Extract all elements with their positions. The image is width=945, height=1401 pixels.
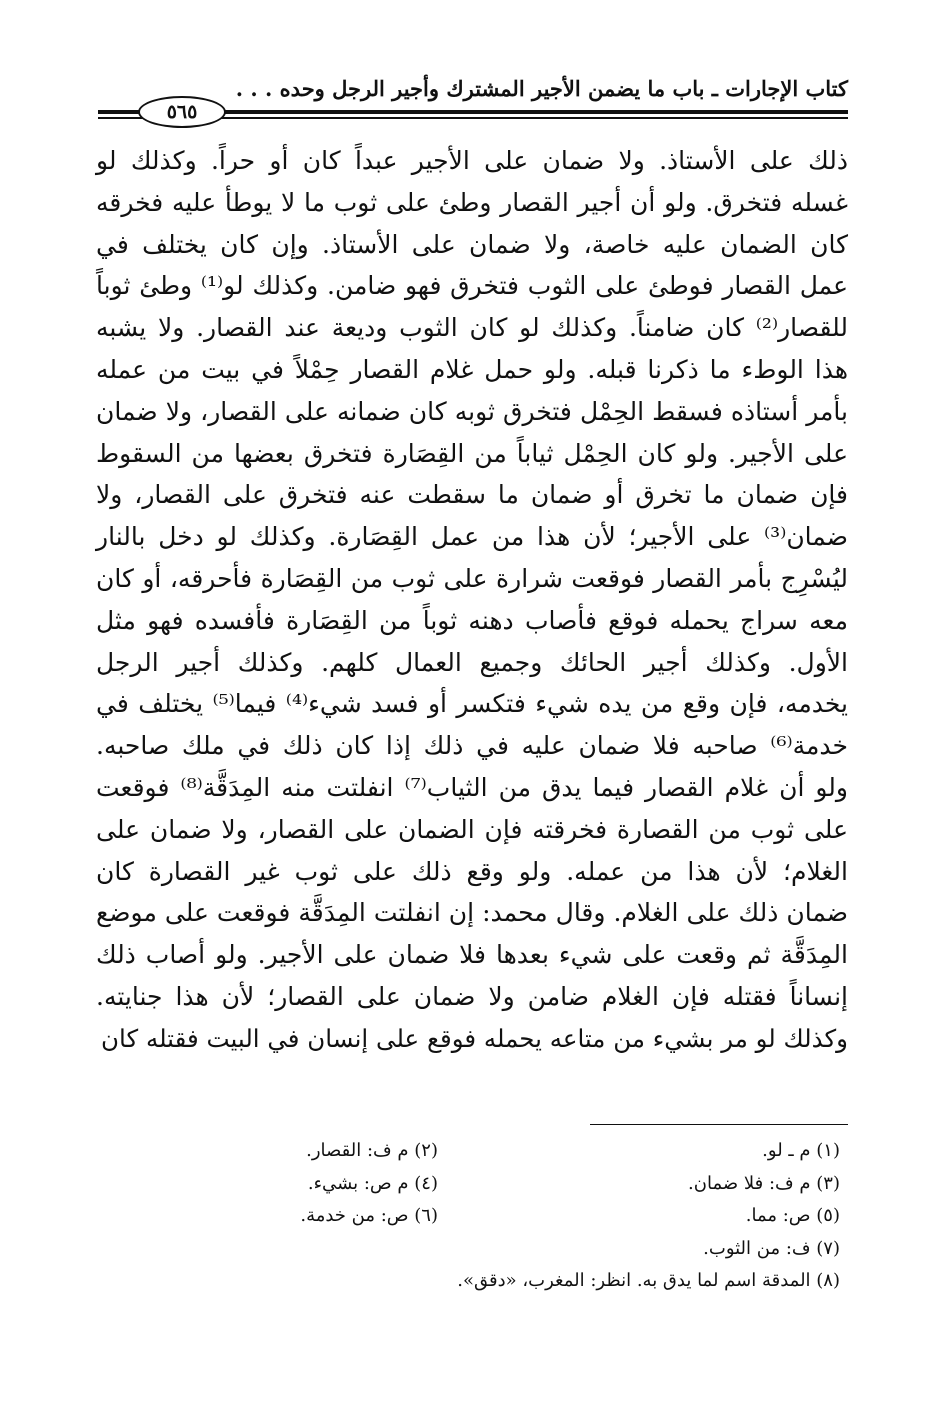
footnote-row [96, 1200, 848, 1233]
body-line: على الأجير. ولو كان الحِمْل ثياباً من القِصَارة فتخرق بعضها من السقوط [96, 438, 848, 468]
footnote-row [96, 1168, 848, 1201]
body-line: هذا الوطء ما ذكرنا قبله. ولو حمل غلام القصار حِمْلاً في بيت من عمله [96, 354, 848, 384]
body-line: ضمان⁽³⁾ على الأجير؛ لأن هذا من عمل القِصَارة. وكذلك لو دخل بالنار [96, 522, 848, 552]
running-title: كتاب الإجارات ـ باب ما يضمن الأجير المشترك وأجير الرجل وحده . . . [235, 76, 848, 101]
body-line: فإن ضمان ما تخرق أو ضمان ما سقطت عنه فتخرق على القصار، ولا [96, 480, 848, 510]
body-line: كان الضمان عليه خاصة، ولا ضمان على الأستاذ. وإن كان يختلف في [96, 229, 848, 259]
body-line: المِدَقَّة ثم وقعت على شيء بعدها فلا ضمان على الأجير. ولو أصاب ذلك [96, 940, 848, 970]
body-line: وكذلك لو مر بشيء من متاعه يحمله فوقع على إنسان في البيت فقتله كان [101, 1023, 848, 1053]
body-line: غسله فتخرق. ولو أن أجير القصار وطئ على ثوب ما لا يوطأ عليه فخرقه [96, 187, 848, 217]
body-line: الغلام؛ لأن هذا من عمله. ولو وقع ذلك على ثوب غير القصارة كان [96, 856, 848, 886]
page-header [98, 76, 848, 128]
body-line: إنساناً فقتله فإن الغلام ضامن ولا ضمان على القصار؛ لأن هذا جنايته. [96, 981, 848, 1011]
footnote: (١) م ـ لو. [762, 1140, 840, 1161]
footnote-separator [590, 1124, 848, 1125]
body-line: معه سراج يحمله فوقع فأصاب دهنه ثوباً من القِصَارة فأفسده فهو مثل [96, 605, 848, 635]
body-line: ليُسْرِج بأمر القصار فوقعت شرارة على ثوب من القِصَارة فأحرقه، أو كان [96, 563, 848, 593]
body-line: خدمة⁽⁶⁾ صاحبه فلا ضمان عليه في ذلك إذا كان ذلك في ملك صاحبه. [96, 731, 848, 761]
body-line: للقصار⁽²⁾ كان ضامناً. وكذلك لو كان الثوب وديعة عند القصار. ولا يشبه [96, 313, 848, 343]
body-line: ذلك على الأستاذ. ولا ضمان على الأجير عبداً كان أو حراً. وكذلك لو [96, 146, 848, 175]
body-text [96, 140, 848, 1060]
footnote: (٤) م ص: بشيء. [307, 1172, 438, 1194]
body-line: على ثوب من القصارة فخرقته فإن الضمان على القصار، ولا ضمان على [96, 814, 848, 844]
footnote: (٧) ف: من الثوب. [703, 1237, 840, 1259]
body-line: عمل القصار فوطئ على الثوب فتخرق فهو ضامن. وكذلك لو⁽¹⁾ وطئ ثوباً [96, 271, 848, 301]
footnote: (٢) م ف: القصار. [306, 1140, 438, 1161]
footnote-row [96, 1233, 848, 1266]
footnote-row [96, 1135, 848, 1168]
body-line: ضمان ذلك على الغلام. وقال محمد: إن انفلتت المِدَقَّة فوقعت على موضع [96, 898, 848, 928]
page-number: ٥٦٥ [138, 96, 226, 128]
body-line: الأول. وكذلك أجير الحائك وجميع العمال كلهم. وكذلك أجير الرجل [96, 647, 848, 677]
footnote: (٣) م ف: فلا ضمان. [688, 1172, 840, 1194]
footnote-row [96, 1265, 848, 1298]
body-line: ولو أن غلام القصار فيما يدق من الثياب⁽⁷⁾ انفلتت منه المِدَقَّة⁽⁸⁾ فوقعت [96, 772, 848, 802]
footnote: (٦) ص: من خدمة. [300, 1205, 438, 1226]
body-line: بأمر أستاذه فسقط الحِمْل فتخرق ثوبه كان ضمانه على القصار، ولا ضمان [96, 396, 848, 426]
footnote: (٥) ص: مما. [745, 1205, 840, 1226]
footnote: (٨) المدقة اسم لما يدق به. انظر: المغرب، «دقق». [457, 1270, 840, 1291]
footnotes [96, 1135, 848, 1298]
body-line: يخدمه، فإن وقع من يده شيء فتكسر أو فسد شيء⁽⁴⁾ فيما⁽⁵⁾ يختلف في [96, 689, 848, 719]
